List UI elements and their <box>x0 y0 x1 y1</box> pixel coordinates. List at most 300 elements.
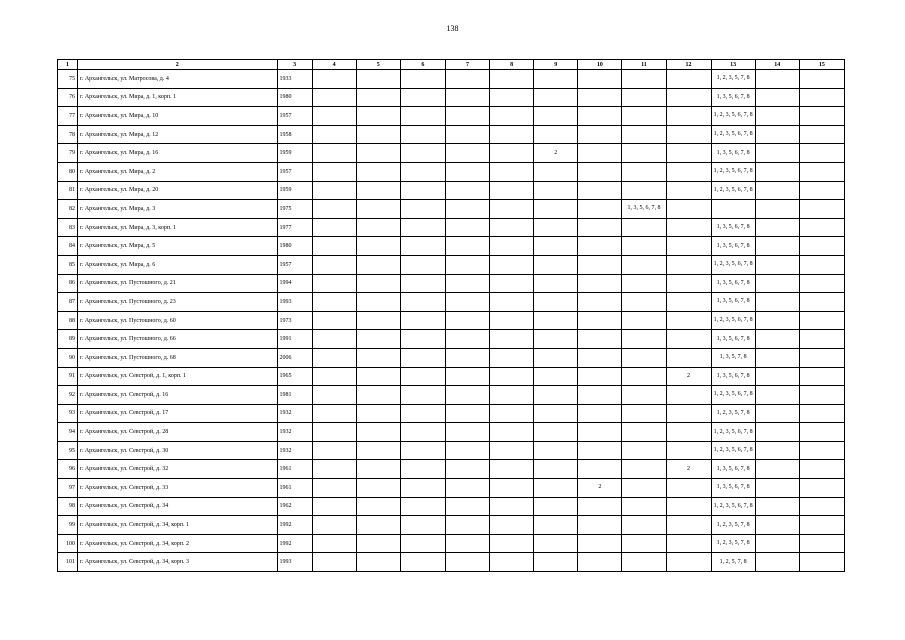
table-cell-col-13: 1, 2, 3, 5, 7, 8 <box>711 534 755 553</box>
table-cell-col-10 <box>578 88 622 107</box>
table-header <box>58 60 845 70</box>
table-cell-col-3: 1932 <box>277 441 312 460</box>
table-cell-col-12 <box>666 218 711 237</box>
table-cell-col-9 <box>534 404 578 423</box>
table-cell-col-2: г. Архангельск, ул. Севстрой, д. 28 <box>78 423 278 442</box>
table-cell-col-15 <box>799 274 844 293</box>
table-cell-col-8 <box>490 144 534 163</box>
table-cell-col-6 <box>400 274 445 293</box>
table-cell-col-2: г. Архангельск, ул. Мира, д. 5 <box>78 237 278 256</box>
table-cell-col-12 <box>666 181 711 200</box>
table-cell-col-15 <box>799 348 844 367</box>
table-cell-col-5 <box>356 144 400 163</box>
table-cell-col-15 <box>799 497 844 516</box>
table-cell-col-5 <box>356 516 400 535</box>
table-cell-col-3: 1975 <box>277 200 312 219</box>
table-cell-col-4 <box>312 460 356 479</box>
table-cell-col-8 <box>490 497 534 516</box>
table-cell-col-10 <box>578 200 622 219</box>
table-cell-col-4 <box>312 404 356 423</box>
table-cell-col-8 <box>490 479 534 498</box>
table-cell-col-7 <box>445 348 489 367</box>
table-cell-col-13: 1, 2, 3, 5, 6, 7, 8 <box>711 497 755 516</box>
header-row <box>58 60 845 70</box>
table-cell-col-3: 1961 <box>277 479 312 498</box>
table-cell-col-1: 95 <box>58 441 78 460</box>
table-row <box>58 348 845 367</box>
table-cell-col-9 <box>534 218 578 237</box>
table-cell-col-10 <box>578 107 622 126</box>
table-cell-col-14 <box>755 497 799 516</box>
table-cell-col-6 <box>400 367 445 386</box>
table-cell-col-14 <box>755 441 799 460</box>
table-cell-col-8 <box>490 255 534 274</box>
table-cell-col-4 <box>312 311 356 330</box>
table-cell-col-13: 1, 2, 3, 5, 6, 7, 8 <box>711 423 755 442</box>
table-row <box>58 479 845 498</box>
table-cell-col-6 <box>400 237 445 256</box>
table-cell-col-15 <box>799 404 844 423</box>
table-cell-col-12 <box>666 534 711 553</box>
table-cell-col-10 <box>578 460 622 479</box>
table-cell-col-3: 1932 <box>277 423 312 442</box>
table-cell-col-1: 89 <box>58 330 78 349</box>
table-cell-col-2: г. Архангельск, ул. Мира, д. 20 <box>78 181 278 200</box>
table-cell-col-2: г. Архангельск, ул. Пустошного, д. 60 <box>78 311 278 330</box>
table-row <box>58 423 845 442</box>
table-cell-col-2: г. Архангельск, ул. Севстрой, д. 30 <box>78 441 278 460</box>
table-cell-col-14 <box>755 386 799 405</box>
table-cell-col-13: 1, 2, 3, 5, 7, 8 <box>711 70 755 89</box>
table-cell-col-10 <box>578 553 622 572</box>
table-cell-col-4 <box>312 293 356 312</box>
table-cell-col-4 <box>312 479 356 498</box>
table-cell-col-9 <box>534 534 578 553</box>
table-cell-col-11 <box>622 348 666 367</box>
table-cell-col-2: г. Архангельск, ул. Мира, д. 6 <box>78 255 278 274</box>
table-cell-col-5 <box>356 553 400 572</box>
table-row <box>58 144 845 163</box>
table-cell-col-10 <box>578 144 622 163</box>
table-cell-col-4 <box>312 348 356 367</box>
table-cell-col-14 <box>755 218 799 237</box>
table-cell-col-15 <box>799 255 844 274</box>
table-row <box>58 181 845 200</box>
table-cell-col-13: 1, 2, 3, 5, 6, 7, 8 <box>711 311 755 330</box>
table-cell-col-8 <box>490 237 534 256</box>
table-cell-col-3: 1981 <box>277 386 312 405</box>
table-cell-col-2: г. Архангельск, ул. Пустошного, д. 23 <box>78 293 278 312</box>
table-cell-col-11 <box>622 553 666 572</box>
table-cell-col-11 <box>622 144 666 163</box>
table-cell-col-3: 1959 <box>277 144 312 163</box>
table-cell-col-12 <box>666 144 711 163</box>
table-cell-col-9 <box>534 553 578 572</box>
table-row <box>58 218 845 237</box>
table-cell-col-11 <box>622 441 666 460</box>
table-cell-col-7 <box>445 181 489 200</box>
table-cell-col-7 <box>445 274 489 293</box>
table-cell-col-9 <box>534 460 578 479</box>
table-cell-col-13: 1, 2, 3, 5, 7, 8 <box>711 404 755 423</box>
table-cell-col-8 <box>490 516 534 535</box>
table-cell-col-3: 1992 <box>277 516 312 535</box>
table-cell-col-8 <box>490 107 534 126</box>
table-cell-col-13: 1, 2, 3, 5, 6, 7, 8 <box>711 255 755 274</box>
table-cell-col-15 <box>799 237 844 256</box>
table-cell-col-3: 1959 <box>277 181 312 200</box>
table-cell-col-5 <box>356 237 400 256</box>
table-cell-col-3: 1993 <box>277 553 312 572</box>
table-cell-col-12 <box>666 330 711 349</box>
table-cell-col-11 <box>622 404 666 423</box>
table-cell-col-9 <box>534 386 578 405</box>
table-cell-col-13: 1, 3, 5, 6, 7, 8 <box>711 274 755 293</box>
table-cell-col-14 <box>755 460 799 479</box>
table-cell-col-9 <box>534 274 578 293</box>
table-cell-col-10 <box>578 237 622 256</box>
table-cell-col-12 <box>666 441 711 460</box>
table-cell-col-11 <box>622 311 666 330</box>
table-row <box>58 107 845 126</box>
table-cell-col-4 <box>312 218 356 237</box>
table-cell-col-10 <box>578 274 622 293</box>
table-cell-col-14 <box>755 423 799 442</box>
table-cell-col-4 <box>312 367 356 386</box>
table-cell-col-2: г. Архангельск, ул. Севстрой, д. 1, корп. 1 <box>78 367 278 386</box>
table-cell-col-8 <box>490 348 534 367</box>
table-cell-col-7 <box>445 460 489 479</box>
table-cell-col-14 <box>755 348 799 367</box>
table-cell-col-13: 1, 3, 5, 6, 7, 8 <box>711 479 755 498</box>
table-cell-col-12 <box>666 237 711 256</box>
table-cell-col-2: г. Архангельск, ул. Пустошного, д. 21 <box>78 274 278 293</box>
table-cell-col-4 <box>312 88 356 107</box>
table-cell-col-5 <box>356 162 400 181</box>
column-header-6: 6 <box>400 60 445 70</box>
table-row <box>58 497 845 516</box>
table-cell-col-7 <box>445 553 489 572</box>
table-cell-col-3: 1957 <box>277 162 312 181</box>
table-cell-col-11 <box>622 125 666 144</box>
table-cell-col-4 <box>312 497 356 516</box>
table-cell-col-14 <box>755 70 799 89</box>
table-cell-col-13: 1, 2, 3, 5, 6, 7, 8 <box>711 107 755 126</box>
table-cell-col-1: 97 <box>58 479 78 498</box>
table-cell-col-12 <box>666 107 711 126</box>
table-cell-col-15 <box>799 479 844 498</box>
column-header-4: 4 <box>312 60 356 70</box>
table-cell-col-15 <box>799 293 844 312</box>
table-row <box>58 293 845 312</box>
table-cell-col-11 <box>622 330 666 349</box>
table-cell-col-12 <box>666 516 711 535</box>
column-header-10: 10 <box>578 60 622 70</box>
table-cell-col-4 <box>312 516 356 535</box>
table-cell-col-6 <box>400 497 445 516</box>
table-cell-col-7 <box>445 70 489 89</box>
table-row <box>58 237 845 256</box>
table-cell-col-2: г. Архангельск, ул. Севстрой, д. 33 <box>78 479 278 498</box>
table-cell-col-9 <box>534 200 578 219</box>
table-cell-col-2: г. Архангельск, ул. Севстрой, д. 34, корп. 1 <box>78 516 278 535</box>
table-cell-col-8 <box>490 367 534 386</box>
table-cell-col-12 <box>666 293 711 312</box>
table-cell-col-13 <box>711 200 755 219</box>
table-cell-col-3: 1973 <box>277 311 312 330</box>
table-cell-col-15 <box>799 553 844 572</box>
table-cell-col-6 <box>400 404 445 423</box>
table-cell-col-6 <box>400 255 445 274</box>
table-cell-col-11: 1, 3, 5, 6, 7, 8 <box>622 200 666 219</box>
table-cell-col-6 <box>400 200 445 219</box>
table-cell-col-15 <box>799 516 844 535</box>
table-row <box>58 553 845 572</box>
table-cell-col-14 <box>755 162 799 181</box>
table-cell-col-3: 1932 <box>277 404 312 423</box>
table-cell-col-10 <box>578 497 622 516</box>
table-cell-col-15 <box>799 460 844 479</box>
column-header-13: 13 <box>711 60 755 70</box>
table-cell-col-1: 99 <box>58 516 78 535</box>
table-cell-col-3: 1957 <box>277 255 312 274</box>
table-cell-col-9: 2 <box>534 144 578 163</box>
column-header-9: 9 <box>534 60 578 70</box>
table-cell-col-11 <box>622 386 666 405</box>
column-header-8: 8 <box>490 60 534 70</box>
page-number: 138 <box>446 24 459 33</box>
table-cell-col-1: 85 <box>58 255 78 274</box>
table-cell-col-2: г. Архангельск, ул. Севстрой, д. 16 <box>78 386 278 405</box>
table-cell-col-3: 2006 <box>277 348 312 367</box>
table-cell-col-15 <box>799 88 844 107</box>
table-cell-col-5 <box>356 218 400 237</box>
table-cell-col-5 <box>356 441 400 460</box>
table-cell-col-10 <box>578 330 622 349</box>
table-cell-col-1: 83 <box>58 218 78 237</box>
table-cell-col-13: 1, 3, 5, 6, 7, 8 <box>711 367 755 386</box>
table-cell-col-13: 1, 3, 5, 6, 7, 8 <box>711 144 755 163</box>
table-cell-col-15 <box>799 70 844 89</box>
table-cell-col-7 <box>445 423 489 442</box>
table-cell-col-14 <box>755 404 799 423</box>
table-cell-col-11 <box>622 274 666 293</box>
table-cell-col-1: 76 <box>58 88 78 107</box>
table-cell-col-7 <box>445 330 489 349</box>
table-cell-col-5 <box>356 181 400 200</box>
column-header-5: 5 <box>356 60 400 70</box>
table-cell-col-4 <box>312 423 356 442</box>
table-cell-col-1: 86 <box>58 274 78 293</box>
table-cell-col-6 <box>400 107 445 126</box>
table-cell-col-9 <box>534 311 578 330</box>
table-cell-col-6 <box>400 181 445 200</box>
table-cell-col-1: 93 <box>58 404 78 423</box>
buildings-table <box>57 59 845 572</box>
table-cell-col-10 <box>578 348 622 367</box>
table-cell-col-5 <box>356 70 400 89</box>
table-cell-col-11 <box>622 107 666 126</box>
table-cell-col-10 <box>578 367 622 386</box>
table-cell-col-5 <box>356 348 400 367</box>
table-cell-col-12 <box>666 404 711 423</box>
table-cell-col-9 <box>534 125 578 144</box>
table-cell-col-3: 1994 <box>277 274 312 293</box>
table-cell-col-9 <box>534 181 578 200</box>
table-cell-col-6 <box>400 534 445 553</box>
table-cell-col-11 <box>622 460 666 479</box>
table-cell-col-1: 98 <box>58 497 78 516</box>
table-cell-col-4 <box>312 162 356 181</box>
table-body <box>58 70 845 572</box>
table-cell-col-7 <box>445 88 489 107</box>
table-cell-col-2: г. Архангельск, ул. Пустошного, д. 66 <box>78 330 278 349</box>
table-cell-col-8 <box>490 274 534 293</box>
table-cell-col-4 <box>312 274 356 293</box>
table-cell-col-1: 94 <box>58 423 78 442</box>
column-header-2: 2 <box>78 60 278 70</box>
table-cell-col-1: 96 <box>58 460 78 479</box>
table-row <box>58 404 845 423</box>
table-cell-col-2: г. Архангельск, ул. Мира, д. 12 <box>78 125 278 144</box>
column-header-14: 14 <box>755 60 799 70</box>
table-cell-col-1: 81 <box>58 181 78 200</box>
table-cell-col-7 <box>445 125 489 144</box>
table-cell-col-10 <box>578 255 622 274</box>
table-cell-col-15 <box>799 386 844 405</box>
table-cell-col-13: 1, 2, 3, 5, 6, 7, 8 <box>711 162 755 181</box>
table-row <box>58 516 845 535</box>
table-cell-col-14 <box>755 274 799 293</box>
table-cell-col-9 <box>534 237 578 256</box>
table-cell-col-1: 75 <box>58 70 78 89</box>
table-cell-col-9 <box>534 479 578 498</box>
table-cell-col-3: 1958 <box>277 125 312 144</box>
table-cell-col-10 <box>578 218 622 237</box>
table-cell-col-14 <box>755 144 799 163</box>
table-cell-col-5 <box>356 107 400 126</box>
table-cell-col-11 <box>622 497 666 516</box>
table-cell-col-6 <box>400 218 445 237</box>
table-cell-col-11 <box>622 255 666 274</box>
table-cell-col-10 <box>578 311 622 330</box>
table-cell-col-12 <box>666 479 711 498</box>
table-cell-col-15 <box>799 367 844 386</box>
table-cell-col-6 <box>400 88 445 107</box>
table-cell-col-14 <box>755 125 799 144</box>
table-cell-col-1: 77 <box>58 107 78 126</box>
table-cell-col-15 <box>799 534 844 553</box>
table-cell-col-15 <box>799 330 844 349</box>
table-cell-col-10 <box>578 441 622 460</box>
table-cell-col-13: 1, 3, 5, 6, 7, 8 <box>711 293 755 312</box>
table-cell-col-12 <box>666 274 711 293</box>
table-cell-col-8 <box>490 218 534 237</box>
table-cell-col-14 <box>755 88 799 107</box>
table-cell-col-9 <box>534 162 578 181</box>
table-cell-col-11 <box>622 218 666 237</box>
table-cell-col-6 <box>400 479 445 498</box>
table-cell-col-8 <box>490 311 534 330</box>
table-cell-col-1: 90 <box>58 348 78 367</box>
table-cell-col-9 <box>534 88 578 107</box>
table-cell-col-14 <box>755 237 799 256</box>
table-cell-col-13: 1, 3, 5, 6, 7, 8 <box>711 237 755 256</box>
table-cell-col-5 <box>356 386 400 405</box>
table-cell-col-12 <box>666 200 711 219</box>
table-cell-col-6 <box>400 460 445 479</box>
table-cell-col-2: г. Архангельск, ул. Мира, д. 3, корп. 1 <box>78 218 278 237</box>
table-row <box>58 125 845 144</box>
table-cell-col-6 <box>400 162 445 181</box>
table-cell-col-5 <box>356 125 400 144</box>
table-cell-col-2: г. Архангельск, ул. Мира, д. 1, корп. 1 <box>78 88 278 107</box>
table-cell-col-6 <box>400 125 445 144</box>
table-cell-col-13: 1, 3, 5, 6, 7, 8 <box>711 460 755 479</box>
table-cell-col-4 <box>312 237 356 256</box>
table-cell-col-7 <box>445 367 489 386</box>
table-cell-col-11 <box>622 237 666 256</box>
table-cell-col-13: 1, 2, 3, 5, 6, 7, 8 <box>711 125 755 144</box>
table-cell-col-4 <box>312 70 356 89</box>
table-cell-col-2: г. Архангельск, ул. Матросова, д. 4 <box>78 70 278 89</box>
table-cell-col-12 <box>666 348 711 367</box>
table-cell-col-3: 1957 <box>277 107 312 126</box>
column-header-7: 7 <box>445 60 489 70</box>
table-cell-col-8 <box>490 330 534 349</box>
table-cell-col-8 <box>490 181 534 200</box>
table-cell-col-2: г. Архангельск, ул. Севстрой, д. 17 <box>78 404 278 423</box>
table-cell-col-9 <box>534 330 578 349</box>
table-cell-col-1: 80 <box>58 162 78 181</box>
table-cell-col-3: 1991 <box>277 330 312 349</box>
table-cell-col-5 <box>356 274 400 293</box>
table-cell-col-9 <box>534 255 578 274</box>
table-cell-col-13: 1, 2, 3, 5, 6, 7, 8 <box>711 181 755 200</box>
table-cell-col-15 <box>799 441 844 460</box>
table-cell-col-4 <box>312 200 356 219</box>
table-cell-col-11 <box>622 479 666 498</box>
table-cell-col-11 <box>622 534 666 553</box>
table-cell-col-12 <box>666 497 711 516</box>
table-cell-col-13: 1, 2, 3, 5, 7, 8 <box>711 516 755 535</box>
table-cell-col-15 <box>799 181 844 200</box>
table-cell-col-7 <box>445 107 489 126</box>
table-cell-col-15 <box>799 218 844 237</box>
table-cell-col-5 <box>356 404 400 423</box>
table-row <box>58 311 845 330</box>
table-cell-col-8 <box>490 423 534 442</box>
table-row <box>58 70 845 89</box>
table-cell-col-9 <box>534 497 578 516</box>
table-cell-col-6 <box>400 330 445 349</box>
table-cell-col-11 <box>622 181 666 200</box>
table-cell-col-3: 1980 <box>277 237 312 256</box>
table-cell-col-3: 1933 <box>277 70 312 89</box>
table-cell-col-2: г. Архангельск, ул. Мира, д. 16 <box>78 144 278 163</box>
table-cell-col-7 <box>445 404 489 423</box>
table-cell-col-2: г. Архангельск, ул. Пустошного, д. 68 <box>78 348 278 367</box>
table-cell-col-12 <box>666 162 711 181</box>
table-cell-col-3: 1977 <box>277 218 312 237</box>
table-cell-col-12 <box>666 70 711 89</box>
column-header-3: 3 <box>277 60 312 70</box>
table-cell-col-7 <box>445 534 489 553</box>
table-cell-col-1: 84 <box>58 237 78 256</box>
table-cell-col-10 <box>578 516 622 535</box>
table-cell-col-5 <box>356 88 400 107</box>
table-cell-col-10 <box>578 534 622 553</box>
